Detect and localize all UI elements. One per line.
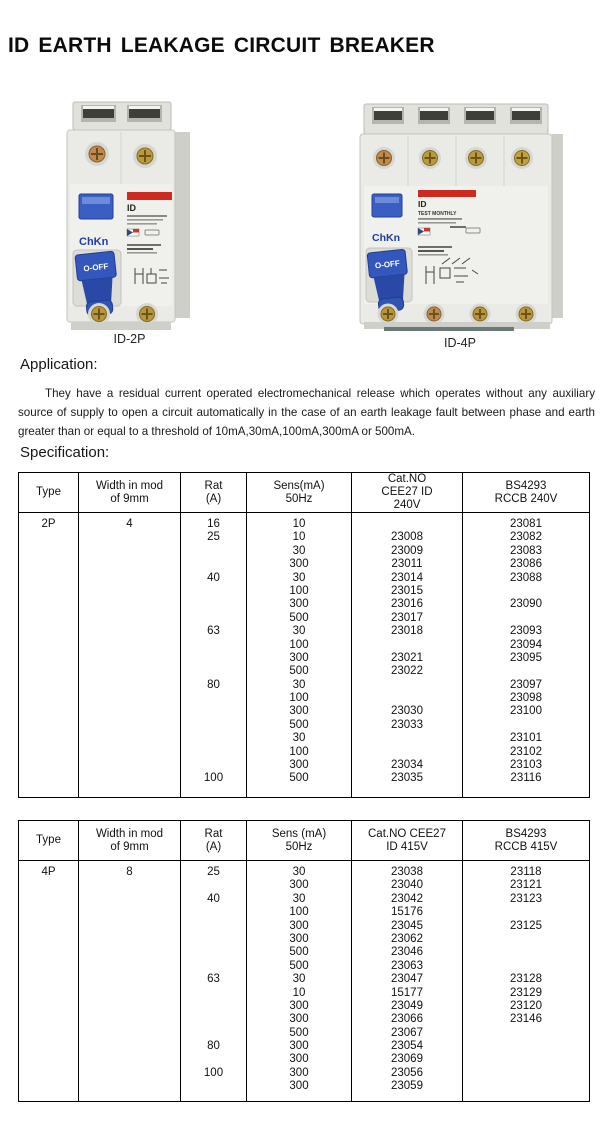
table-cell [181,639,246,652]
table-cell [79,692,180,705]
table-cell [79,719,180,732]
table-cell: 30 [292,973,306,986]
table-cell [463,933,589,946]
table-cell [181,906,246,919]
column-header: BS4293 RCCB 415V [494,827,558,853]
table-cell: 23062 [391,932,423,945]
table-cell [19,639,78,652]
table-cell: 23045 [391,919,423,932]
device-id-label: ID [418,199,427,209]
table-cell: 500 [289,665,309,678]
table-cell: 25 [207,866,220,878]
table-cell [181,665,246,678]
table-header-row [19,473,589,513]
table-cell [79,893,180,906]
table-cell [19,920,78,933]
table-cell: 23015 [391,584,423,597]
table-cell [19,572,78,585]
table-cell [19,1013,78,1026]
table-cell [181,879,246,892]
brand-logo: ChKn [372,232,400,244]
table-cell [79,746,180,759]
table-cell [19,545,78,558]
table-cell: 23040 [391,879,423,892]
table-cell: 23018 [391,625,423,638]
table-cell [79,612,180,625]
table-cell: 300 [289,1013,309,1026]
table-cell: 30 [292,625,306,638]
column-header: Cat.NO CEE27 ID 415V [352,821,463,860]
table-cell: 23088 [510,571,542,584]
table-cell: 300 [289,932,309,945]
table-cell: 23038 [391,866,423,878]
table-cell [352,732,462,745]
table-cell [463,1080,589,1093]
table-cell [79,946,180,959]
table-cell: 40 [207,571,220,584]
table-cell [463,1067,589,1080]
table-cell [181,652,246,665]
table-cell: 500 [289,611,309,624]
table-cell [463,719,589,732]
product-image-id-2p [57,98,202,335]
table-cell: 23086 [510,558,542,571]
table-cell [19,879,78,892]
table-cell: 16 [207,518,220,530]
table-cell [79,639,180,652]
table-cell: 300 [289,1053,309,1066]
table-cell: 23103 [510,759,542,772]
table-cell: 23100 [510,705,542,718]
table-cell: 100 [289,906,309,919]
table-cell: 23125 [510,919,542,932]
table-cell: 23116 [510,772,542,785]
table-cell [79,732,180,745]
table-cell [19,665,78,678]
application-text: They have a residual current operated electromechanical release which operates without any auxiliary source of supply to open a circuit automatically in the case of an earth leakage fault between phase and earth greater than or equal to a threshold of 10mA,30mA,100mA,300mA or 500mA. [18,387,595,438]
column-header: Type [19,821,79,860]
table-cell [19,1080,78,1093]
table-column [463,513,589,797]
table-cell: 23066 [391,1013,423,1026]
column-header: Rat (A) [181,473,247,512]
table-cell [79,665,180,678]
table-cell [79,545,180,558]
table-cell: 23146 [510,1013,542,1026]
table-cell [79,920,180,933]
table-cell: 23083 [510,544,542,557]
table-cell: 500 [289,946,309,959]
table-cell: 23054 [391,1040,423,1053]
table-cell [352,746,462,759]
table-cell: 23123 [510,892,542,905]
table-cell: 8 [126,866,133,878]
table-cell: 23094 [510,638,542,651]
body-side [552,134,563,318]
table-cell: 300 [289,919,309,932]
table-cell [79,1000,180,1013]
table-cell [19,652,78,665]
table-cell: 23118 [510,866,542,878]
table-cell [19,772,78,785]
product-caption-id-4p: ID-4P [444,336,476,350]
label-red-stripe [127,192,172,200]
table-cell [79,973,180,986]
table-body [19,861,589,1101]
table-cell [463,906,589,919]
table-cell [79,1053,180,1066]
table-cell: 500 [289,1026,309,1039]
table-cell: 40 [207,892,220,905]
table-cell [19,692,78,705]
table-cell [352,692,462,705]
table-cell [352,518,462,531]
table-cell: 23129 [510,986,542,999]
table-cell: 23082 [510,531,542,544]
table-cell: 10 [292,986,306,999]
table-cell: 23090 [510,598,542,611]
table-cell [181,960,246,973]
table-cell: 30 [292,866,306,878]
table-cell [19,625,78,638]
table-cell: 23097 [510,678,542,691]
table-cell [19,598,78,611]
device-id-label: ID [127,203,136,213]
table-cell [181,1000,246,1013]
column-header: Sens (mA) 50Hz [247,821,352,860]
table-column [247,513,352,797]
product-caption-id-2p: ID-2P [113,332,146,346]
product-image-id-4p [356,100,564,332]
table-cell [79,1067,180,1080]
table-cell [79,558,180,571]
table-cell: 23047 [391,973,423,986]
din-rail [384,327,514,331]
table-cell: 300 [289,558,309,571]
table-cell [79,1040,180,1053]
table-cell: 23042 [391,892,423,905]
table-column [463,861,589,1101]
table-cell: 300 [289,651,309,664]
table-cell [79,1080,180,1093]
table-cell [181,987,246,1000]
table-cell: 2P [41,518,56,530]
table-cell: 63 [207,625,220,638]
table-cell: 25 [207,531,220,544]
table-cell: 80 [207,678,220,691]
brand-logo: ChKn [79,236,109,248]
table-column [79,513,181,797]
table-cell [181,1080,246,1093]
table-cell [463,585,589,598]
table-cell [79,679,180,692]
table-cell: 300 [289,598,309,611]
table-cell [19,1040,78,1053]
table-cell [79,652,180,665]
table-cell [181,545,246,558]
table-cell: 10 [292,518,306,530]
column-header: Sens(mA) 50Hz [247,473,352,512]
table-cell [79,625,180,638]
table-cell [79,960,180,973]
table-cell: 23008 [391,531,423,544]
table-cell [19,987,78,1000]
table-cell [19,973,78,986]
table-header-row [19,821,589,861]
table-cell: 23102 [510,745,542,758]
table-cell: 300 [289,759,309,772]
toggle-label: O-OFF [374,258,401,271]
table-cell [19,679,78,692]
column-header: Width in mod of 9mm [79,473,181,512]
table-cell [79,585,180,598]
table-column [79,861,181,1101]
table-cell: 4P [41,866,56,878]
table-cell [181,759,246,772]
table-cell: 300 [289,705,309,718]
table-cell [181,1013,246,1026]
application-heading: Application: [20,356,98,373]
table-cell: 23069 [391,1053,423,1066]
label-red-stripe [418,190,476,197]
table-cell: 15177 [391,986,423,999]
toggle-label: O-OFF [83,261,109,274]
table-cell [19,1000,78,1013]
table-cell [181,598,246,611]
table-cell [19,719,78,732]
table-cell [19,1053,78,1066]
table-cell [79,705,180,718]
table-cell: 4 [126,518,133,530]
table-cell [19,946,78,959]
table-cell [181,612,246,625]
table-cell [181,1027,246,1040]
table-cell [79,879,180,892]
table-cell: 23059 [391,1080,423,1093]
table-cell [19,759,78,772]
table-cell: 23030 [391,705,423,718]
table-cell [463,960,589,973]
table-column [181,513,247,797]
table-cell: 15176 [391,906,423,919]
table-cell: 100 [289,584,309,597]
table-cell [463,612,589,625]
table-cell [19,558,78,571]
table-cell [181,933,246,946]
spec-table-4p [18,820,590,1102]
table-cell [79,531,180,544]
table-cell: 23014 [391,571,423,584]
table-cell: 23120 [510,999,542,1012]
table-cell: 100 [289,692,309,705]
table-cell: 23035 [391,772,423,785]
table-cell: 300 [289,1080,309,1093]
table-cell [463,1053,589,1066]
table-cell [79,987,180,1000]
table-cell [352,639,462,652]
table-cell: 23063 [391,959,423,972]
table-cell [463,1040,589,1053]
table-cell [181,719,246,732]
table-cell [19,933,78,946]
table-column [19,513,79,797]
table-cell [79,572,180,585]
table-cell: 23034 [391,759,423,772]
table-cell [19,612,78,625]
table-cell: 100 [203,1066,224,1079]
table-cell: 500 [289,718,309,731]
spec-table-2p [18,472,590,798]
table-cell: 23098 [510,692,542,705]
table-cell [79,772,180,785]
table-cell [463,946,589,959]
table-column [181,861,247,1101]
table-cell: 23128 [510,973,542,986]
table-cell [19,531,78,544]
table-cell: 23101 [510,732,542,745]
table-cell: 23049 [391,999,423,1012]
column-header: Rat (A) [181,821,247,860]
table-cell [181,920,246,933]
table-cell: 23093 [510,625,542,638]
table-cell [181,746,246,759]
table-cell [19,585,78,598]
table-cell: 23056 [391,1066,423,1079]
table-cell: 23016 [391,598,423,611]
column-header: BS4293 RCCB 240V [494,479,558,505]
table-cell [19,705,78,718]
table-cell [181,585,246,598]
table-cell [181,946,246,959]
table-cell [19,906,78,919]
table-cell [352,679,462,692]
table-column [352,861,463,1101]
table-cell: 100 [203,772,224,785]
table-cell [19,746,78,759]
specification-heading: Specification: [20,444,110,461]
table-cell: 23095 [510,651,542,664]
table-cell: 23017 [391,611,423,624]
table-cell: 300 [289,999,309,1012]
table-cell [181,1053,246,1066]
column-header: Width in mod of 9mm [79,821,181,860]
table-cell [463,665,589,678]
table-cell: 30 [292,678,306,691]
table-cell: 23009 [391,544,423,557]
table-column [247,861,352,1101]
table-column [19,861,79,1101]
table-cell: 300 [289,1066,309,1079]
table-cell [19,893,78,906]
table-cell: 500 [289,959,309,972]
table-cell: 300 [289,1040,309,1053]
table-cell: 30 [292,571,306,584]
table-cell: 63 [207,973,220,986]
table-cell: 80 [207,1040,220,1053]
table-cell: 300 [289,879,309,892]
table-cell: 23121 [510,879,542,892]
table-cell [79,759,180,772]
table-cell [181,692,246,705]
table-cell [79,906,180,919]
column-header: Cat.NO CEE27 ID 240V [352,473,463,512]
table-cell: 23021 [391,651,423,664]
table-cell [19,960,78,973]
table-body [19,513,589,797]
table-cell [79,933,180,946]
table-cell: 23081 [510,518,542,530]
table-cell: 23033 [391,718,423,731]
table-cell [181,705,246,718]
table-cell: 100 [289,745,309,758]
test-monthly-note: TEST MONTHLY [418,211,457,217]
table-cell: 23067 [391,1026,423,1039]
page-title: ID EARTH LEAKAGE CIRCUIT BREAKER [8,34,435,57]
table-cell [181,558,246,571]
table-cell: 10 [292,531,306,544]
table-cell [19,1027,78,1040]
table-cell [19,732,78,745]
table-cell: 100 [289,638,309,651]
table-cell [79,1027,180,1040]
body-side [175,132,190,318]
table-cell: 30 [292,892,306,905]
table-cell: 23046 [391,946,423,959]
table-cell: 500 [289,772,309,785]
column-header: Type [19,473,79,512]
table-cell [79,1013,180,1026]
table-cell [79,598,180,611]
table-cell: 23022 [391,665,423,678]
table-cell [463,1027,589,1040]
table-cell [181,732,246,745]
table-cell [19,1067,78,1080]
table-cell: 30 [292,732,306,745]
table-cell: 30 [292,544,306,557]
table-column [352,513,463,797]
table-cell: 23011 [391,558,423,571]
